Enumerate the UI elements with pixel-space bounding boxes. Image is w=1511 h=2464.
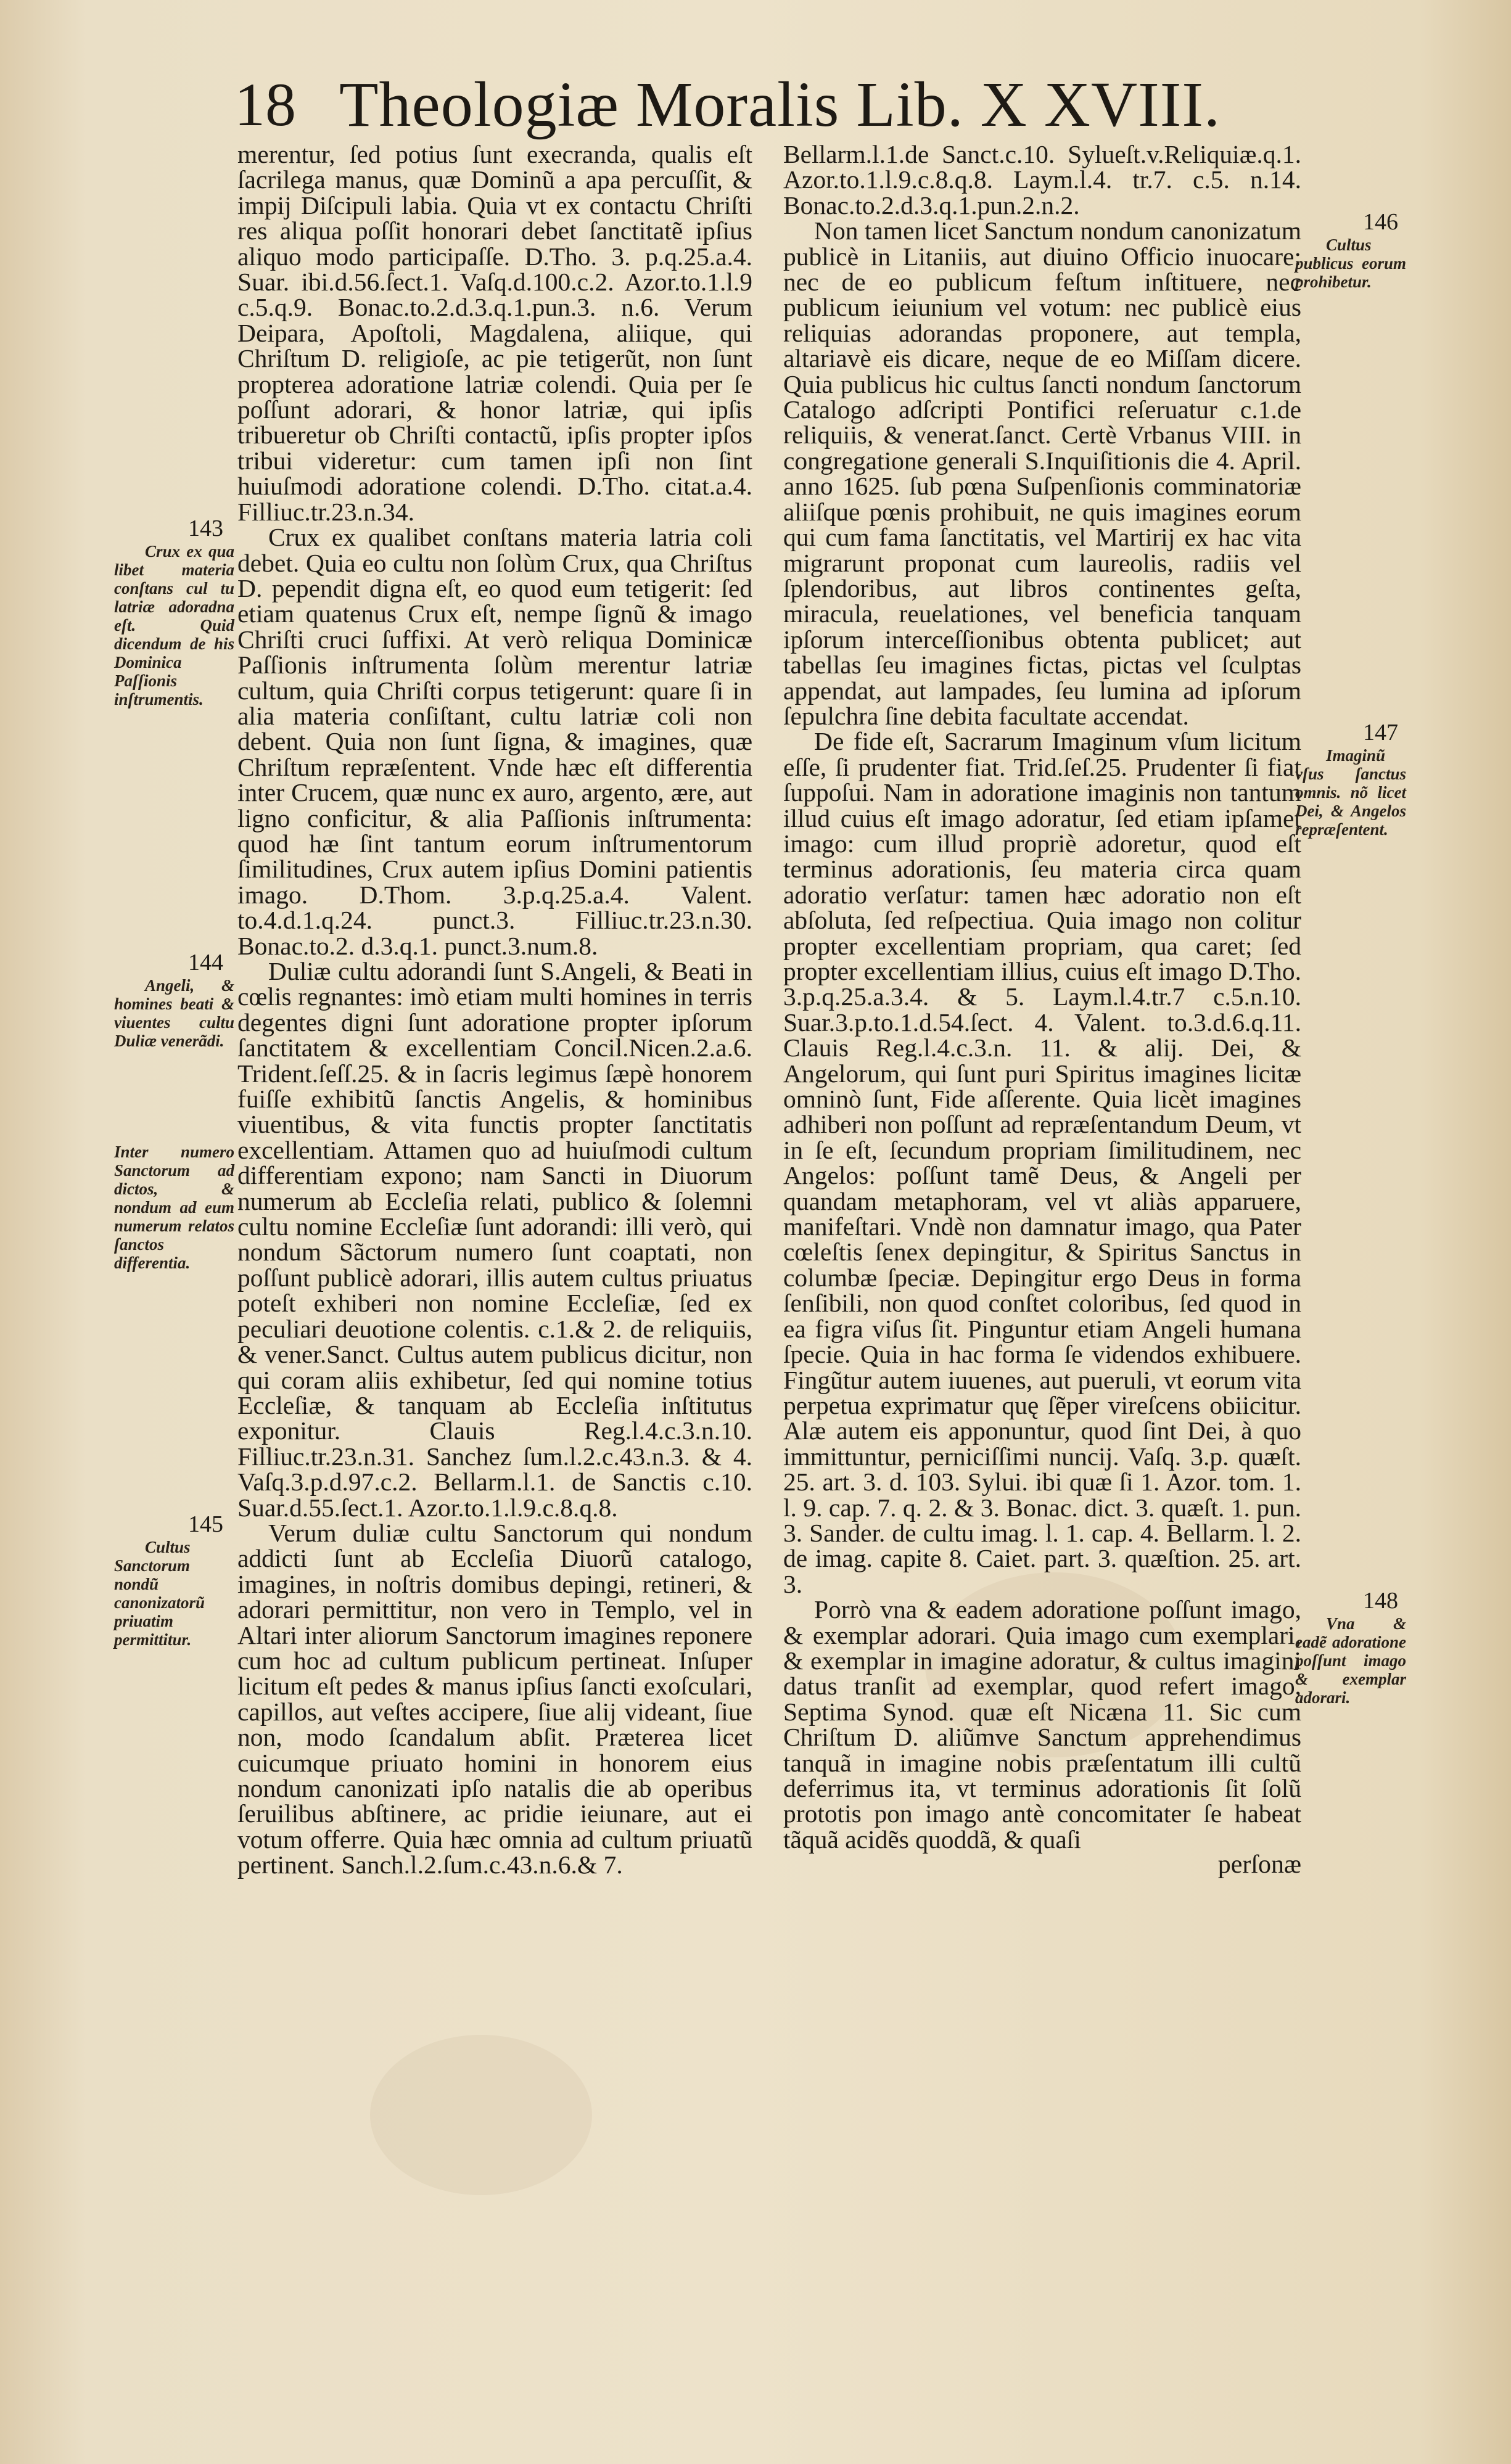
paragraph-number: 146 [1363,209,1398,236]
paragraph [783,142,1301,218]
paragraph-text: Verum duliæ cultu Sanctorum qui nondum addicti ſunt ab Eccleſia Diuorũ catalogo, imagines, in noſtris domibus depingi, retineri, & adorari permittitur, non vero in Templo, vel in Altari inter aliorum Sanctorum imagines reponere cum hoc ad cultum publicum pertineat. Inſuper licitum eſt pedes & manus ipſius ſancti exoſculari, capillos, aut veſtes accipere, ſiue alij videant, ſiue non, modo ſcandalum abſit. Præterea licet cuicumque priuato homini in honorem eius nondum canonizati ipſo natalis die ab operibus ſeruilibus abſtinere, ac pridie ieiunare, aut ei votum offerre. Quia hæc omnia ad cultum priuatũ pertinent. Sanch.l.2.ſum.c.43.n.6.& 7. [237,1518,752,1879]
marginal-note: Cultus Sanctorum nondũ canonizatorũ priuatim permittitur. [114,1537,205,1649]
paragraph-number: 148 [1363,1588,1398,1614]
paragraph-number: 144 [188,950,223,975]
paragraph [114,515,752,960]
running-header [234,68,1283,142]
marginal-note: Imaginũ vſus ſanctus omnis. nõ licet Dei, & Angelos repræſentent. [1295,746,1406,839]
paragraph-text: Non tamen licet Sanctum nondum canonizatum publicè in Litaniis, aut diuino Officio inuocare: nec de eo publicum feſtum inſtituere, nec publicum ieiunium vel votum: nec publicè eius reliquias adorandas proponere, aut templa, altariavè eis dicare, neque de eo Miſſam dicere. Quia publicus hic cultus ſancti nondum ſanctorum Catalogo adſcripti Pontifici reſeruatur c.1.de reliquiis, & venerat.ſanct. Certè Vrbanus VIII. in congregatione generali S.Inquiſitionis die 4. April. anno 1625. ſub pœna Suſpenſionis comminatoriæ aliiſque pœnis prohibuit, ne quis imagines eorum qui cum fama ſanctitatis, vel Martirij ex hac vita migrarunt proponat cum laureolis, radiis vel ſplendoribus, aut libros continentes geſta, miracula, reuelationes, vel beneficia tanquam ipſorum interceſſionibus obtenta publicet; aut tabellas ſeu imagines fictas, pictas vel ſculptas appendat, aut lampades, ſeu lumina ad ipſorum ſepulchra ſine debita facultate accendat. [783,216,1301,730]
paper-stain [370,2035,592,2195]
paragraph [783,720,1406,1598]
page-number: 18 [234,70,296,139]
paragraph-text: Bellarm.l.1.de Sanct.c.10. Sylueſt.v.Reliquiæ.q.1. Azor.to.1.l.9.c.8.q.8. Laym.l.4. tr.7. c.5. n.14. Bonac.to.2.d.3.q.1.pun.2.n.2. [783,140,1301,220]
paragraph-number: 143 [188,515,223,542]
marginal-note: Crux ex qua libet materia conſtans cul tu latriæ adoradna eſt. Quid dicendum de his Dominica Paſſionis inſtrumentis. [114,542,234,709]
paragraph-number: 147 [1363,720,1398,746]
paragraph-text: Crux ex qualibet conſtans materia latria coli debet. Quia eo cultu non ſolùm Crux, qua Chriſtus D. pependit digna eſt, eo quod eum tetigerit: ſed etiam quatenus Crux eſt, nempe ſignũ & imago Chriſti cruci ſuffixi. At verò reliqua Dominicæ Paſſionis inſtrumenta ſolùm merentur latriæ cultum, quia Chriſti corpus tetigerunt: quare ſi in alia materia conſiſtant, cultu latriæ coli non debent. Quia non ſunt ſigna, & imagines, quæ Chriſtum repræſentent. Vnde hæc eſt differentia inter Crucem, quæ nunc ex auro, argento, ære, aut ligno conficitur, & alia Paſſionis inſtrumenta: quod hæ ſint tantum eorum inſtrumentorum ſimilitudines, Crux autem ipſius Domini patientis imago. D.Thom. 3.p.q.25.a.4. Valent. to.4.d.1.q.24. punct.3. Filliuc.tr.23.n.30. Bonac.to.2. d.3.q.1. punct.3.num.8. [237,523,752,960]
paragraph-text: Duliæ cultu adorandi ſunt S.Angeli, & Beati in cœlis regnantes: imò etiam multi homines in terris degentes digni ſunt adoratione propter ipſorum ſanctitatem & excellentiam Concil.Nicen.2.a.6. Trident.ſeſſ.25. & in ſacris legimus ſæpè honorem fuiſſe exhibitũ ſanctis Angelis, & hominibus viuentibus, & vita functis propter ſanctitatis excellentiam. Attamen quo ad huiuſmodi cultum differentiam expono; nam Sancti in Diuorum numerum ab Eccleſia relati, publico & ſolemni cultu nomine Eccleſiæ ſunt adorandi: illi verò, qui nondum Sãctorum numero ſunt coaptati, non poſſunt publicè adorari, illis autem cultus priuatus poteſt exhiberi non nomine Eccleſiæ, ſed ex peculiari deuotione colentis. c.1.& 2. de reliquiis, & vener.Sanct. Cultus autem publicus dicitur, non qui coram aliis exhibetur, ſed qui nomine totius Eccleſiæ, & tanquam ab Eccleſia inſtitutus exponitur. Clauis Reg.l.4.c.3.n.10. Filliuc.tr.23.n.31. Sanchez ſum.l.2.c.43.n.3. & 4. Vaſq.3.p.d.97.c.2. Bellarm.l.1. de Sanctis c.10. Suar.d.55.ſect.1. Azor.to.1.l.9.c.8.q.8. [237,957,752,1522]
paragraph [237,142,752,525]
paragraph-text: merentur, ſed potius ſunt execranda, qualis eſt ſacrilega manus, quæ Dominũ a apa percuſſit, & impij Diſcipuli labia. Quia vt ex contactu Chriſti res aliqua poſſit honorari debet ſanctitatẽ ipſius aliquo modo participaſſe. D.Tho. 3. p.q.25.a.4. Suar. ibi.d.56.ſect.1. Vaſq.d.100.c.2. Azor.to.1.l.9 c.5.q.9. Bonac.to.2.d.3.q.1.pun.3. n.6. Verum Deipara, Apoſtoli, Magdalena, aliique, qui Chriſtum D. religioſe, ac pie tetigerũt, non ſunt propterea adoratione latriæ colendi. Quia per ſe poſſunt adorari, & honor latriæ, qui ipſis tribueretur ob Chriſti contactũ, ipſis propter ipſos tribui videretur: cum tamen ipſi non ſint huiuſmodi adoratione colendi. D.Tho. citat.a.4. Filliuc.tr.23.n.34. [237,140,752,526]
catchword-line [783,1852,1301,1879]
marginal-note: Vna & eadẽ adoratione poſſunt imago & exemplar adorari. [1295,1614,1406,1707]
paragraph [114,950,752,1522]
paragraph-text: Porrò vna & eadem adoratione poſſunt imago, & exemplar adorari. Quia imago cum exemplari, & exemplar in imagine adoratur, & cultus imagini datus tranſit ad exemplar, quod refert imago, Septima Synod. quæ eſt Nicæna 11. Sic cum Chriſtum D. aliũmve Sanctum apprehendimus tanquã in imagine nobis præſentatum illi cultũ deferrimus ita, vt terminus adorationis ſit ſolũ prototis pon imago antè concomitater ſe habeat tãquã acidẽs quoddã, & quaſi [783,1595,1301,1854]
running-title: Theologiæ Moralis Lib. X XVIII. [339,69,1221,140]
paragraph-number: 145 [188,1511,223,1537]
marginal-note: Angeli, & homines beati & viuentes cultu Duliæ venerãdi. Inter numero Sanctorum ad dictos, & nondum ad eum numerum relatos ſanctos differentia. [114,976,234,1272]
right-column [783,140,1406,1879]
left-column [114,140,752,1879]
paragraph-text: De fide eſt, Sacrarum Imaginum vſum licitum eſſe, ſi prudenter fiat. Trid.ſeſ.25. Prudenter ſi fiat ſuppoſui. Nam in adoratione imaginis non tantum illud cuius eſt imago adoratur, ſed etiam ipſamet imago: cum illud propriè adoretur, quod eſt terminus adorationis, ſeu materia circa quam adoratio verſatur: tamen hæc adoratio non eſt abſoluta, ſed reſpectiua. Quia imago non colitur propter excellentiam propriam, qua caret; ſed propter excellentiam illius, cuius eſt imago D.Tho. 3.p.q.25.a.3.4. & 5. Laym.l.4.tr.7 c.5.n.10. Suar.3.p.to.1.d.54.ſect. 4. Valent. to.3.d.6.q.11. Clauis Reg.l.4.c.3.n. 11. & alij. Dei, & Angelorum, qui ſunt puri Spiritus imagines licitæ omninò ſunt, Fide aſſerente. Quia licèt imagines adhiberi non poſſunt ad repræſentandum Deum, vt in ſe eſt, ſecundum propriam ſimilitudinem, nec Angelos: poſſunt tamẽ Deus, & Angeli per quandam metaphoram, vel vt aliàs apparuere, manifeſtari. Vndè non damnatur imago, qua Pater cœleſtis ſenex depingitur, & Spiritus Sanctus in columbæ ſpeciæ. Depingitur ergo Deus in forma ſenſibili, non quod conſtet coloribus, ſed quod in ea figra viſus ſit. Pinguntur etiam Angeli humana ſpecie. Quia in hac forma ſe videndos exhibuere. Fingũtur autem iuuenes, aut pueruli, vt eorum vita perpetua exprimatur quę ſẽper vireſcens obiicitur. Alæ autem eis apponuntur, quod ſint Dei, à quo immittuntur, perniciſſimi nuncij. Vaſq. 3.p. quæſt. 25. art. 3. d. 103. Sylui. ibi quæ ſi 1. Azor. tom. 1. l. 9. cap. 7. q. 2. & 3. Bonac. dict. 3. quæſt. 1. pun. 3. Sander. de cultu imag. l. 1. cap. 4. Bellarm. l. 2. de imag. capite 8. Caiet. part. 3. quæſtion. 25. art. 3. [783,727,1301,1598]
paragraph [114,1511,752,1879]
paragraph [783,1588,1406,1854]
paragraph [783,209,1406,730]
marginal-note: Cultus publicus eorum prohibetur. [1295,236,1406,292]
catchword: perſonæ [1217,1850,1301,1879]
